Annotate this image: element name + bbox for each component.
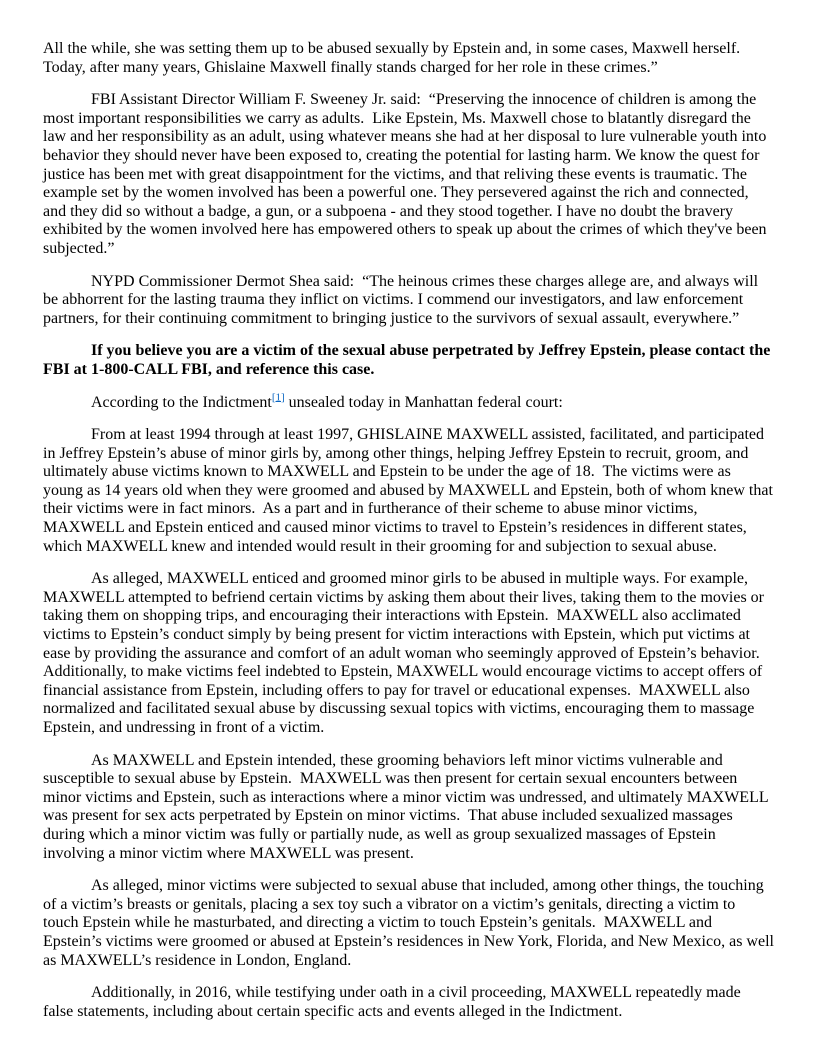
footnote-ref — [272, 391, 285, 403]
footnote-1-link[interactable]: [1] — [271, 391, 285, 404]
paragraph-indictment-intro — [43, 391, 774, 413]
paragraph-indictment-overview: From at least 1994 through at least 1997, GHISLAINE MAXWELL assisted, facilitated, and participated in Jeffrey Epstein’s abuse of minor girls by, among other things, helping Jeffrey Epstein to recruit, groom, and ultimately abuse victims known to MAXWELL and Epstein to be under the age of 18. The victims were as young as 14 years old when they were groomed and abused by MAXWELL and Epstein, both of whom knew that their victims were in fact minors. As a part and in furtherance of their scheme to abuse minor victims, MAXWELL and Epstein enticed and caused minor victims to travel to Epstein’s residences in different states, which MAXWELL knew and intended would result in their grooming for and subjection to sexual abuse. — [43, 426, 777, 555]
paragraph-grooming-outcome: As MAXWELL and Epstein intended, these grooming behaviors left minor victims vulnerable and susceptible to sexual abuse by Epstein. MAXWELL was then present for certain sexual encounters between minor victims and Epstein, such as interactions where a minor victim was undressed, and ultimately MAXWELL was present for sex acts perpetrated by Epstein on minor victims. That abuse included sexualized massages during which a minor victim was fully or partially nude, as well as group sexualized massages of Epstein involving a minor victim where MAXWELL was present. — [43, 751, 773, 862]
indictment-intro-prefix: According to the Indictment — [91, 393, 272, 411]
paragraph-fbi-statement: FBI Assistant Director William F. Sweeney Jr. said: “Preserving the innocence of children is among the most important responsibilities we carry as adults. Like Epstein, Ms. Maxwell chose to blatantly disregard the law and her responsibility as an adult, using whatever means she had at her disposal to lure vulnerable youth into behavior they should never have been exposed to, creating the potential for lasting harm. We know the quest for justice has been met with great disappointment for the victims, and that reliving these events is traumatic. The example set by the women involved has been a powerful one. They persevered against the rich and connected, and they did so without a badge, a gun, or a subpoena - and they stood together. I have no doubt the bravery exhibited by the women involved here has empowered others to speak up about the crimes of which they've been subjected.” — [43, 91, 771, 257]
indictment-intro-suffix: unsealed today in Manhattan federal court: — [284, 393, 563, 411]
paragraph-false-statements: Additionally, in 2016, while testifying under oath in a civil proceeding, MAXWELL repeatedly made false statements, including about certain specific acts and events alleged in the Indictment. — [43, 984, 745, 1020]
paragraph-victim-contact: If you believe you are a victim of the sexual abuse perpetrated by Jeffrey Epstein, please contact the FBI at 1-800-CALL FBI, and reference this case. — [43, 342, 775, 378]
paragraph-abuse-details: As alleged, minor victims were subjected to sexual abuse that included, among other things, the touching of a victim’s breasts or genitals, placing a sex toy such a vibrator on a victim’s genitals, directing a victim to touch Epstein while he masturbated, and directing a victim to touch Epstein’s genitals. MAXWELL and Epstein’s victims were groomed or abused at Epstein’s residences in New York, Florida, and New Mexico, as well as MAXWELL’s residence in London, England. — [43, 877, 778, 969]
paragraph-nypd-statement: NYPD Commissioner Dermot Shea said: “The heinous crimes these charges allege are, and always will be abhorrent for the lasting trauma they inflict on victims. I commend our investigators, and law enforcement partners, for their continuing commitment to bringing justice to the survivors of sexual assault, everywhere.” — [43, 272, 763, 327]
paragraph-continuation: All the while, she was setting them up to be abused sexually by Epstein and, in some cases, Maxwell herself. Today, after many years, Ghislaine Maxwell finally stands charged for her role in these crimes.” — [43, 40, 744, 76]
paragraph-grooming-methods: As alleged, MAXWELL enticed and groomed minor girls to be abused in multiple ways. For example, MAXWELL attempted to befriend certain victims by asking them about their lives, taking them to the movies or taking them on shopping trips, and encouraging their interactions with Epstein. MAXWELL also acclimated victims to Epstein’s conduct simply by being present for victim interactions with Epstein, which put victims at ease by providing the assurance and comfort of an adult woman who seemingly approved of Epstein’s behavior. Additionally, to make victims feel indebted to Epstein, MAXWELL would encourage victims to accept offers of financial assistance from Epstein, including offers to pay for travel or educational expenses. MAXWELL also normalized and facilitated sexual abuse by discussing sexual topics with victims, encouraging them to massage Epstein, and undressing in front of a victim. — [43, 570, 769, 736]
